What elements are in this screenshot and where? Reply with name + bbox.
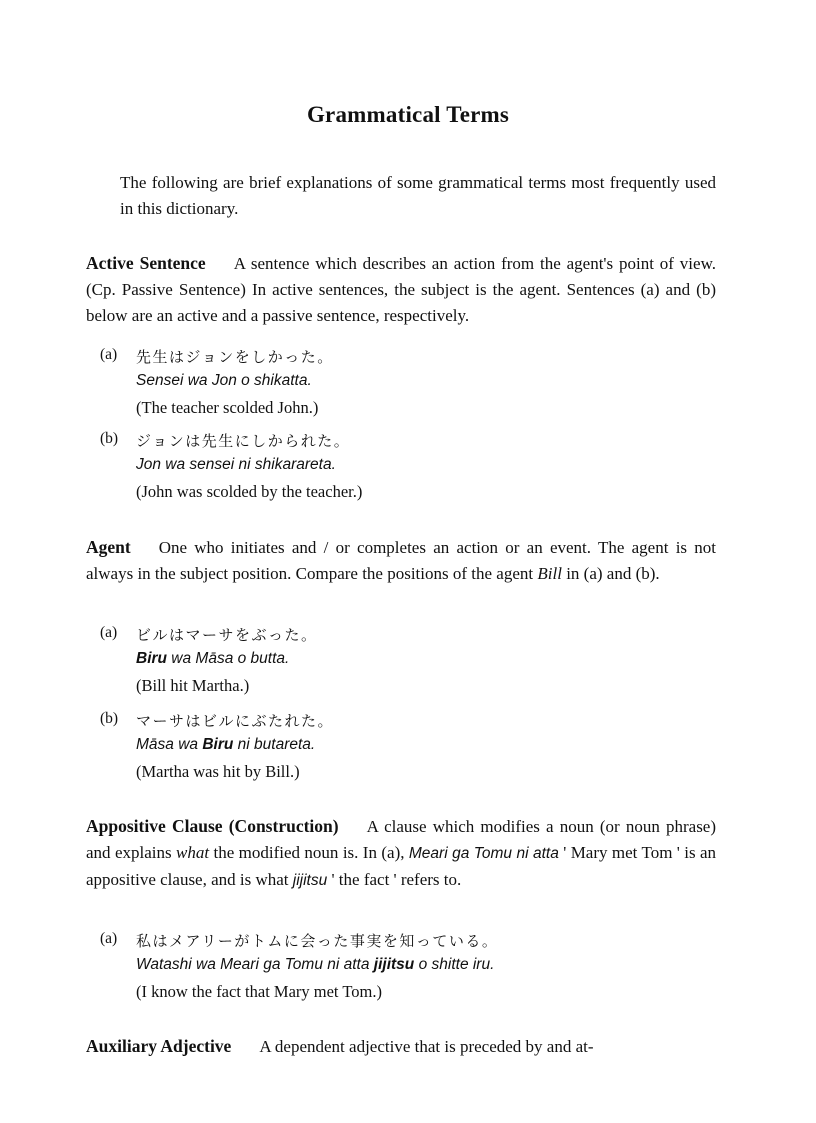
example-label: (b) (100, 710, 119, 727)
definition-text: One who initiates and / or completes an action or an event. The agent is not always in the subject position. Compare the positions of the agent (86, 538, 716, 583)
example-romaji (136, 736, 315, 754)
definition-text-d: ' the fact ' refers to. (331, 870, 462, 889)
example-japanese: ジョンは先生にしかられた。 (136, 432, 351, 450)
romaji-highlight: jijitsu (373, 956, 415, 973)
entry-appositive-clause (86, 813, 716, 894)
definition-text: A dependent adjective that is preceded by and at- (259, 1037, 594, 1056)
romaji-highlight: Biru (136, 650, 167, 667)
definition-text-c: ' Mary met Tom ' is an appositive clause, and is what (86, 843, 717, 889)
term-heading: Appositive Clause (86, 816, 223, 836)
example-label: (a) (100, 624, 118, 641)
entry-active-sentence (86, 250, 716, 329)
example-romaji (136, 956, 494, 974)
example-agent-a (100, 624, 720, 696)
example-label: (a) (100, 346, 118, 363)
term-heading: Auxiliary Adjective (86, 1036, 232, 1056)
term-heading-paren: (Construction) (228, 816, 339, 836)
example-japanese: ビルはマーサをぶった。 (136, 626, 318, 644)
example-active-b (100, 430, 720, 502)
definition-japanese-2: jijitsu (292, 872, 328, 889)
definition-italic-what: what (176, 843, 210, 862)
romaji-rest: ni butareta. (233, 736, 316, 753)
example-english: (The teacher scolded John.) (136, 398, 319, 417)
definition-japanese-1: Meari ga Tomu ni atta (408, 845, 559, 862)
example-label: (a) (100, 930, 118, 947)
definition-text-end: in (a) and (b). (566, 564, 660, 583)
example-romaji: Jon wa sensei ni shikarareta. (136, 456, 336, 473)
example-active-a (100, 346, 720, 418)
romaji-rest: o shitte iru. (414, 956, 495, 973)
example-english: (Bill hit Martha.) (136, 676, 250, 695)
definition-text: A sentence which describes an action from the agent's point of view. (Cp. Passive Sentence) In active sentences, the subject is the agent. Sentences (a) and (b) below are an active and a passive sentence, respectively. (86, 254, 716, 325)
romaji-pre: Māsa wa (136, 736, 203, 753)
definition-italic: Bill (537, 564, 562, 583)
term-heading: Agent (86, 537, 131, 557)
example-romaji: Sensei wa Jon o shikatta. (136, 372, 312, 389)
intro-paragraph: The following are brief explanations of some grammatical terms most frequently used in this dictionary. (120, 173, 716, 218)
entry-agent (86, 534, 716, 587)
example-romaji (136, 650, 289, 668)
example-japanese: 先生はジョンをしかった。 (136, 348, 334, 366)
definition-text-b: the modified noun is. In (a), (213, 843, 405, 862)
romaji-rest: wa Māsa o butta. (167, 650, 290, 667)
romaji-pre: Watashi wa Meari ga Tomu ni atta (136, 956, 374, 973)
definition-text: A clause which modifies a noun (or noun phrase) and explains (86, 817, 717, 862)
example-label: (b) (100, 430, 119, 447)
example-japanese: マーサはビルにぶたれた。 (136, 712, 335, 730)
entry-auxiliary-adjective (86, 1033, 716, 1060)
romaji-highlight: Biru (202, 736, 234, 753)
example-english: (I know the fact that Mary met Tom.) (136, 982, 382, 1001)
example-appositive-a (100, 930, 720, 1002)
example-english: (John was scolded by the teacher.) (136, 482, 363, 501)
page-title: Grammatical Terms (306, 102, 510, 127)
example-english: (Martha was hit by Bill.) (136, 762, 300, 781)
example-agent-b (100, 710, 720, 782)
term-heading: Active Sentence (86, 253, 206, 273)
example-japanese: 私はメアリーがトムに会った事実を知っている。 (136, 932, 499, 950)
